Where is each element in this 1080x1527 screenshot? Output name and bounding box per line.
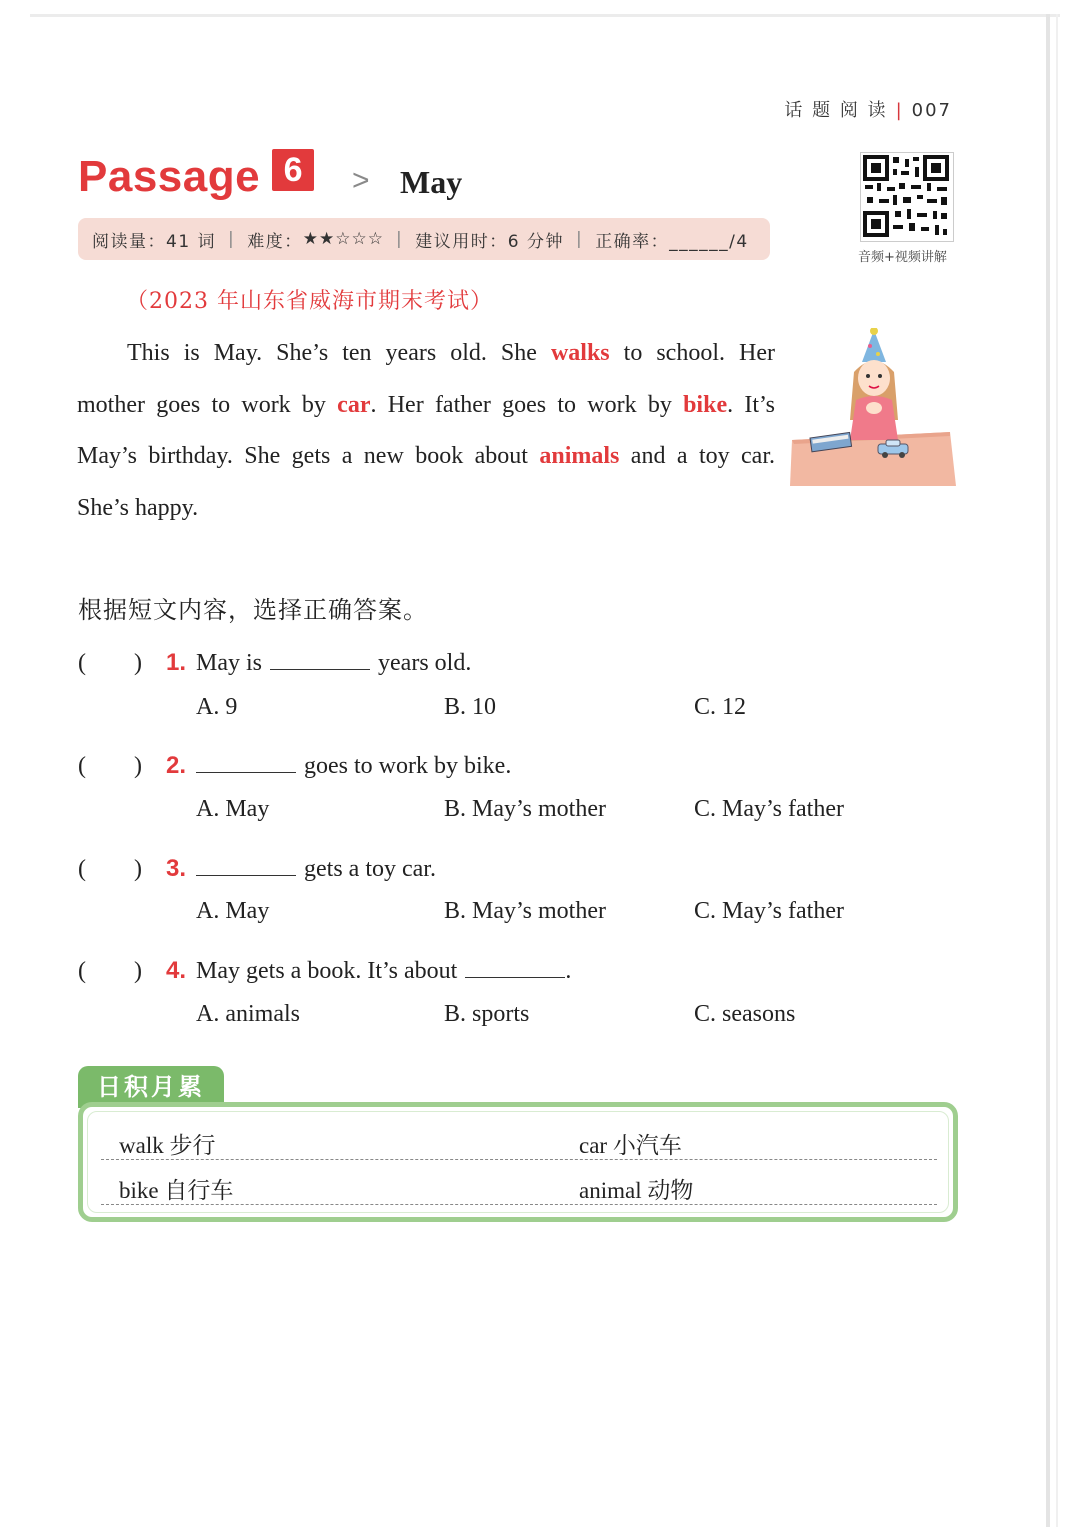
section-title: 话 题 阅 读 [784,100,888,121]
option-a[interactable]: A. May [196,796,270,822]
question-text: May is [196,650,263,676]
page-edge-top [30,14,1060,17]
keyword-highlight: bike [683,391,728,418]
reading-info-bar [78,218,770,260]
text-segment: mother goes to work by [77,391,338,418]
option-b[interactable]: B. May’s mother [444,898,606,924]
instruction-text: 根据短文内容，选择正确答案。 [78,596,428,624]
passage-line [77,380,775,432]
keyword-highlight: animals [539,443,620,469]
qr-caption: 音频+视频讲解 [858,250,947,265]
question-4 [78,950,571,985]
vocab-item: animal 动物 [579,1178,694,1203]
page-edge-right [1046,14,1050,1527]
suggested-time: 建议用时：6 分钟 [415,231,564,252]
difficulty-label: 难度： [247,231,303,252]
option-c[interactable]: C. May’s father [694,796,844,822]
vocab-row [101,1164,937,1205]
option-a[interactable]: A. 9 [196,694,238,720]
vocab-item: walk 步行 [119,1133,216,1158]
text-segment: This is May. She’s ten years old. She [127,340,551,366]
question-number: 1. [166,649,187,676]
passage-line: She’s happy. [77,494,199,521]
option-b[interactable]: B. sports [444,1001,530,1027]
options-2 [196,796,916,826]
question-3 [78,848,436,883]
vocab-item: bike 自行车 [119,1178,234,1203]
answer-blank[interactable] [196,754,296,773]
exam-source: （2023 年山东省威海市期末考试） [126,289,493,314]
option-b[interactable]: B. 10 [444,694,497,720]
accuracy-field: 正确率：______/4 [595,231,749,252]
text-segment: to school. Her [609,340,775,366]
question-text: May gets a book. It’s about [196,958,458,984]
birthday-girl-illustration [790,328,958,490]
passage-label: Passage [78,152,261,201]
keyword-highlight: walks [550,340,610,366]
option-a[interactable]: A. May [196,898,270,924]
answer-blank[interactable] [465,959,565,978]
text-segment: and a toy car. [619,443,775,469]
vocab-title: 日积月累 [78,1066,224,1108]
option-b[interactable]: B. May’s mother [444,796,606,822]
info-divider: | [395,229,404,249]
option-a[interactable]: A. animals [196,1001,300,1027]
vocab-row [101,1119,937,1160]
vocab-box [78,1102,958,1222]
passage-number: 6 [272,149,314,191]
answer-paren[interactable]: ( ) [78,753,142,779]
option-c[interactable]: C. seasons [694,1001,796,1027]
option-c[interactable]: C. May’s father [694,898,844,924]
passage-line [77,431,775,483]
passage-title: May [400,164,463,200]
option-c[interactable]: C. 12 [694,694,747,720]
page-edge-right-inner [1056,14,1058,1527]
passage-heading [78,152,314,202]
word-count: 阅读量：41 词 [92,231,217,252]
question-text: . [565,958,572,984]
question-number: 4. [166,957,187,984]
page-header [784,96,952,122]
answer-blank[interactable] [196,857,296,876]
qr-code-graphic [861,153,951,239]
qr-code-icon[interactable] [860,152,954,242]
keyword-highlight: car [337,391,371,418]
answer-paren[interactable]: ( ) [78,958,142,984]
question-number: 3. [166,855,187,882]
passage-line [77,328,775,380]
difficulty-stars: ★★☆☆☆ [302,229,384,249]
text-segment: May’s birthday. She gets a new book about [77,443,540,469]
text-segment: . It’s [727,391,776,418]
question-text: gets a toy car. [304,856,436,882]
illustration-graphic [790,328,958,490]
question-1 [78,642,471,677]
info-divider: | [228,229,236,249]
question-number: 2. [166,752,187,779]
text-segment: . Her father goes to work by [370,391,684,418]
answer-blank[interactable] [270,651,370,670]
vocab-item: car 小汽车 [579,1133,682,1158]
page-number: 007 [911,100,952,121]
question-text: years old. [378,650,472,676]
options-4 [196,1001,916,1031]
question-text: goes to work by bike. [304,753,512,779]
info-divider: | [575,229,584,249]
passage-body [77,328,775,534]
answer-paren[interactable]: ( ) [78,650,142,676]
chevron-right-icon: > [352,164,370,197]
options-3 [196,898,916,928]
header-divider: | [895,100,904,121]
answer-paren[interactable]: ( ) [78,856,142,882]
options-1 [196,694,916,724]
question-2 [78,745,511,780]
